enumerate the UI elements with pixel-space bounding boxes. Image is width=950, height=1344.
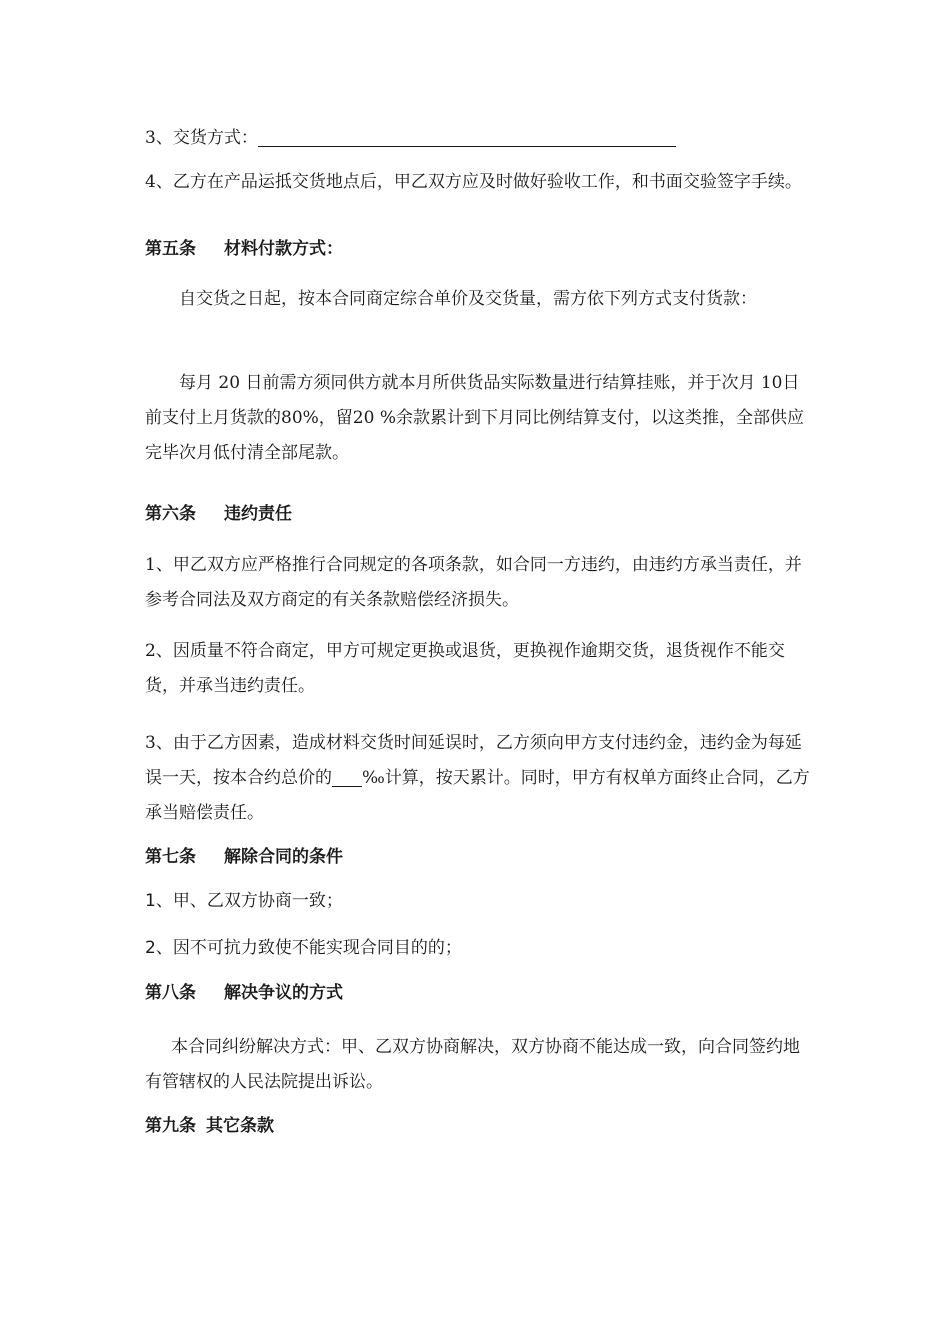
article-7-title: 解除合同的条件: [224, 847, 343, 867]
article-5-paragraph-2: 每月 20 日前需方须同供方就本月所供货品实际数量进行结算挂账，并于次月 10日前支付上月货款的80%，留20 %余款累计到下月同比例结算支付，以这类推，全部供应完毕次月低付清全部尾款。: [145, 373, 804, 463]
delivery-method-label: 3、交货方式：: [145, 128, 258, 148]
delivery-method-blank: [258, 128, 676, 147]
penalty-rate-unit: ‰: [362, 768, 385, 788]
article-6-paragraph-1: 1、甲乙双方应严格推行合同规定的各项条款，如合同一方违约，由违约方承当责任，并参考合同法及双方商定的有关条款赔偿经济损失。: [145, 555, 802, 610]
article-9-title: 其它条款: [206, 1116, 274, 1136]
article-6-paragraph-3: [145, 726, 810, 831]
article-5-heading: [145, 234, 810, 264]
article-6-heading: [145, 499, 810, 529]
acceptance-paragraph: 4、乙方在产品运抵交货地点后，甲乙双方应及时做好验收工作，和书面交验签字手续。: [145, 172, 802, 192]
delivery-method-line: [145, 123, 810, 153]
article-5-number: 第五条: [145, 239, 196, 259]
article-6-paragraph-2: 2、因质量不符合商定，甲方可规定更换或退货，更换视作逾期交货，退货视作不能交货，并承当违约责任。: [145, 641, 785, 696]
article-8-heading: [145, 978, 810, 1008]
article-8-number: 第八条: [145, 983, 196, 1003]
article-9-number: 第九条: [145, 1116, 196, 1136]
article-8-paragraph-1: 本合同纠纷解决方式：甲、乙双方协商解决，双方协商不能达成一致，向合同签约地有管辖权的人民法院提出诉讼。: [145, 1037, 800, 1092]
article-6-title: 违约责任: [224, 504, 292, 524]
article-7-item-2: 2、因不可抗力致使不能实现合同目的的；: [145, 938, 462, 958]
article-5-title: 材料付款方式：: [224, 239, 343, 259]
article-8-title: 解决争议的方式: [224, 983, 343, 1003]
article-9-heading: [145, 1111, 810, 1141]
article-5-paragraph-1: 自交货之日起，按本合同商定综合单价及交货量，需方依下列方式支付货款：: [179, 289, 757, 309]
article-7-item-1: 1、甲、乙双方协商一致；: [145, 891, 343, 911]
article-6-number: 第六条: [145, 504, 196, 524]
article-6-p3-after: 计算，按天累计。同时，甲方有权单方面终止合同，乙方承当赔偿责任。: [145, 768, 810, 823]
article-7-heading: [145, 842, 810, 872]
penalty-rate-blank: [332, 768, 362, 787]
article-6-p3-before: 3、由于乙方因素，造成材料交货时间延误时，乙方须向甲方支付违约金，违约金为每延误一天，按本合约总价的: [145, 733, 802, 788]
article-7-number: 第七条: [145, 847, 196, 867]
